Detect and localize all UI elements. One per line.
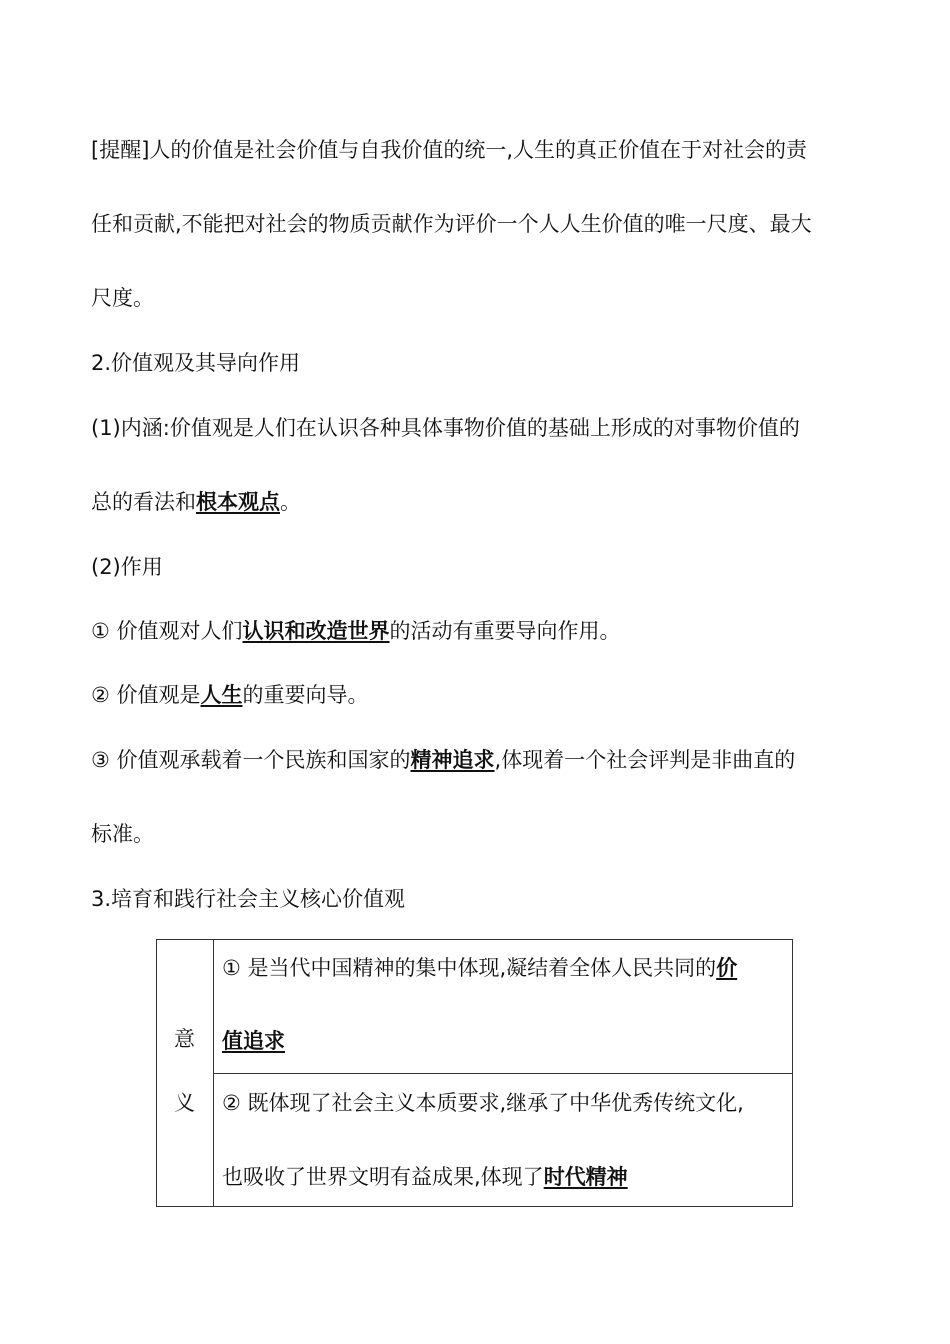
note-line-1: [提醒]人的价值是社会价值与自我价值的统一,人生的真正价值在于对社会的责 <box>91 138 808 162</box>
key-term: 精神追求 <box>410 748 495 772</box>
key-term: 时代精神 <box>543 1165 628 1189</box>
note-line-2: 任和贡献,不能把对社会的物质贡献作为评价一个人人生价值的唯一尺度、最大 <box>91 212 812 236</box>
note-line-3: 尺度。 <box>91 286 154 310</box>
text: 总的看法和 <box>91 490 196 514</box>
role-title: (2)作用 <box>91 555 163 579</box>
role-item-2 <box>91 682 369 708</box>
text: 的活动有重要导向作用。 <box>389 619 621 643</box>
key-term: 根本观点 <box>196 490 280 514</box>
row-divider <box>213 1073 792 1074</box>
role-item-3 <box>91 747 795 773</box>
text: 。 <box>280 490 301 514</box>
key-term: 认识和改造世界 <box>242 619 390 643</box>
header-char-1: 意 <box>174 1027 195 1051</box>
row-1-line-2 <box>222 1028 285 1054</box>
text: ,体现着一个社会评判是非曲直的 <box>494 748 796 772</box>
role-item-3-line-2: 标准。 <box>91 822 154 846</box>
text: ① 是当代中国精神的集中体现,凝结着全体人民共同的 <box>222 956 717 980</box>
header-char-2: 义 <box>174 1091 195 1115</box>
text: 的重要向导。 <box>242 683 369 707</box>
key-term: 人生 <box>200 683 243 707</box>
text: ③ 价值观承载着一个民族和国家的 <box>91 748 411 772</box>
row-2-line-1: ② 既体现了社会主义本质要求,继承了中华优秀传统文化, <box>222 1091 744 1115</box>
role-item-1 <box>91 618 621 644</box>
significance-table <box>156 939 793 1207</box>
key-term: 值追求 <box>222 1029 285 1053</box>
key-term: 价 <box>716 956 738 980</box>
row-1-line-1 <box>222 955 737 981</box>
text: ① 价值观对人们 <box>91 619 243 643</box>
meaning-line-2 <box>91 489 301 515</box>
section-2-title: 2.价值观及其导向作用 <box>91 351 301 375</box>
meaning-line-1: (1)内涵:价值观是人们在认识各种具体事物价值的基础上形成的对事物价值的 <box>91 416 800 440</box>
row-2-line-2 <box>222 1164 628 1190</box>
text: 也吸收了世界文明有益成果,体现了 <box>222 1165 544 1189</box>
section-3-title: 3.培育和践行社会主义核心价值观 <box>91 887 406 911</box>
text: ② 价值观是 <box>91 683 201 707</box>
